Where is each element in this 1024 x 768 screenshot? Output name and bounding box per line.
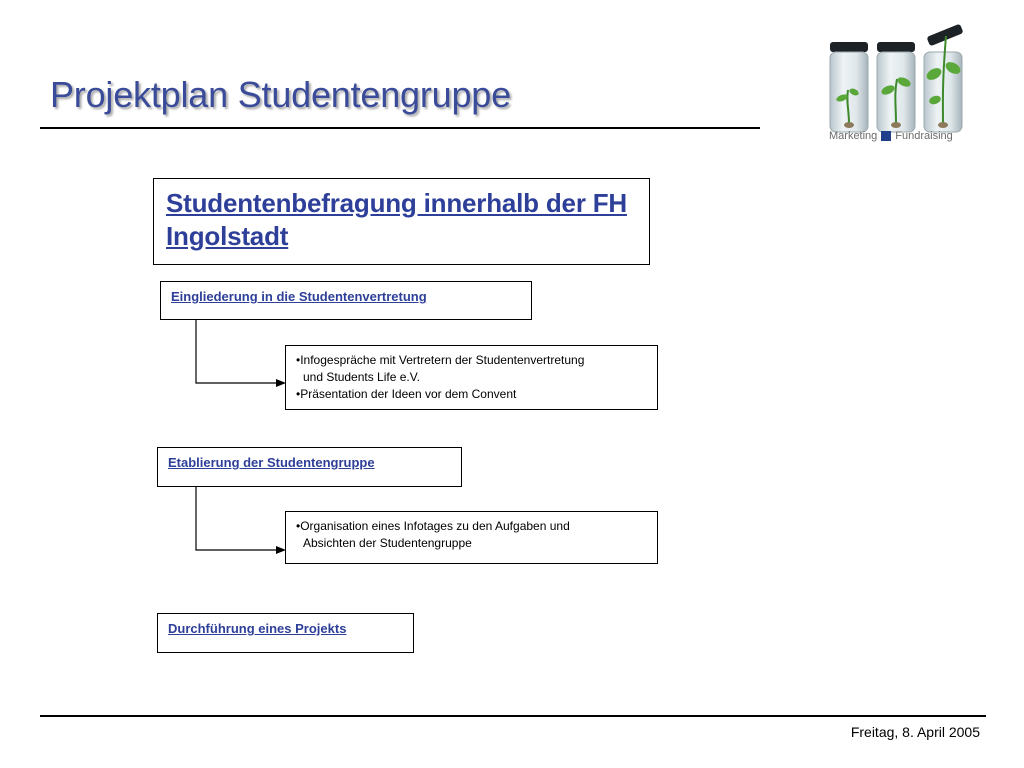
footer-divider	[40, 715, 986, 717]
detail-bullet: •Organisation eines Infotages zu den Aufgaben und	[296, 519, 570, 533]
main-heading-box	[153, 178, 650, 265]
detail-bullet-continuation: und Students Life e.V.	[303, 370, 420, 384]
detail-box-eingliederung	[285, 345, 658, 410]
logo-caption	[829, 130, 953, 142]
section-box-eingliederung	[160, 281, 532, 320]
detail-box-etablierung	[285, 511, 658, 564]
section-label-etablierung: Etablierung der Studentengruppe	[168, 455, 375, 470]
slide-title: Projektplan Studentengruppe	[50, 74, 511, 115]
footer-date: Freitag, 8. April 2005	[850, 724, 980, 740]
logo-word-marketing: Marketing	[829, 130, 878, 142]
main-heading: Studentenbefragung innerhalb der FH Ingolstadt	[166, 188, 628, 251]
section-box-durchfuehrung	[157, 613, 414, 653]
connector-arrow	[196, 320, 280, 383]
detail-bullet: •Infogespräche mit Vertretern der Studentenvertretung	[296, 353, 585, 367]
detail-bullet-continuation: Absichten der Studentengruppe	[303, 536, 472, 550]
section-label-eingliederung: Eingliederung in die Studentenvertretung	[171, 289, 427, 304]
logo-square-icon	[881, 131, 891, 141]
connector-arrow	[196, 487, 280, 550]
section-box-etablierung	[157, 447, 462, 487]
logo-word-fundraising: Fundraising	[895, 130, 953, 142]
title-divider	[40, 127, 760, 129]
detail-bullet: •Präsentation der Ideen vor dem Convent	[296, 387, 517, 401]
section-label-durchfuehrung: Durchführung eines Projekts	[168, 621, 347, 636]
